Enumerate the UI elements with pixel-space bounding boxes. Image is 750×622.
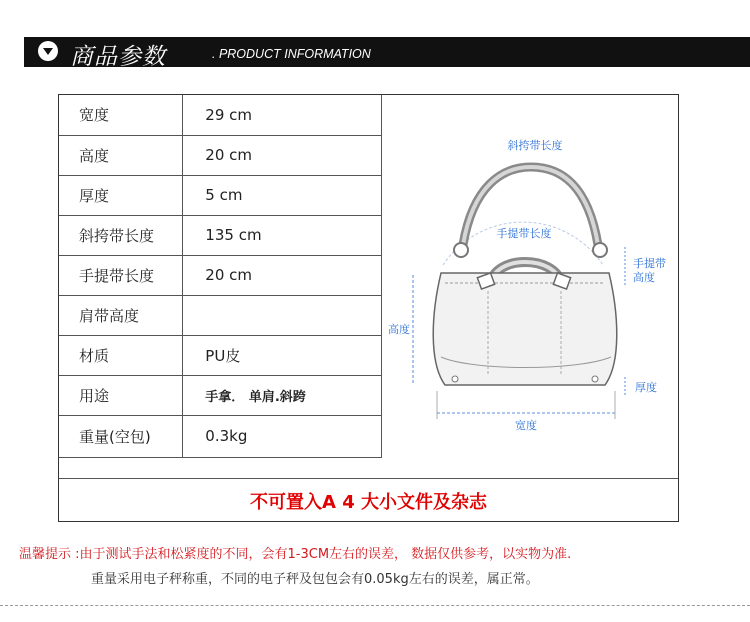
divider bbox=[0, 605, 750, 606]
spec-value: 20 cm bbox=[183, 255, 382, 295]
spec-row bbox=[59, 415, 382, 457]
spec-row bbox=[59, 335, 382, 375]
spec-row bbox=[59, 255, 382, 295]
spec-value: 手拿． 单肩.斜跨 bbox=[183, 375, 382, 415]
spec-row bbox=[59, 375, 382, 415]
spec-value: 0.3kg bbox=[183, 415, 382, 457]
strap-ring-left bbox=[454, 243, 468, 257]
spec-value: 29 cm bbox=[183, 95, 382, 135]
spec-row bbox=[59, 295, 382, 335]
bag-foot-left bbox=[452, 376, 458, 382]
tips-line-1: 温馨提示 :由于测试手法和松紧度的不同，会有1-3CM左右的误差， 数据仅供参考，以实物为准. bbox=[19, 547, 572, 562]
spec-label: 肩带高度 bbox=[59, 295, 183, 335]
label-strap-long: 斜挎带长度 bbox=[507, 139, 563, 152]
spec-label: 宽度 bbox=[59, 95, 183, 135]
spec-row bbox=[59, 135, 382, 175]
label-width: 宽度 bbox=[515, 419, 537, 432]
bag-body bbox=[433, 273, 617, 385]
chevron-down-icon bbox=[38, 41, 58, 61]
spec-label: 手提带长度 bbox=[59, 255, 183, 295]
spec-row bbox=[59, 215, 382, 255]
product-info-panel bbox=[58, 94, 679, 522]
spec-row bbox=[59, 175, 382, 215]
label-handle-height-line1: 手提带 bbox=[633, 257, 666, 270]
label-height: 高度 bbox=[388, 323, 410, 336]
spec-label: 重量(空包) bbox=[59, 415, 183, 457]
label-strap-handle: 手提带长度 bbox=[496, 227, 552, 240]
section-title-cn: 商品参数 bbox=[70, 44, 166, 70]
spec-label: 用途 bbox=[59, 375, 183, 415]
section-title-en: . PRODUCT INFORMATION bbox=[212, 47, 371, 61]
spec-value: 20 cm bbox=[183, 135, 382, 175]
spec-value: 5 cm bbox=[183, 175, 382, 215]
bag-diagram bbox=[383, 95, 678, 478]
notice-banner: 不可置入A 4 大小文件及杂志 bbox=[59, 478, 678, 522]
spec-value: 135 cm bbox=[183, 215, 382, 255]
spec-label: 厚度 bbox=[59, 175, 183, 215]
spec-label: 材质 bbox=[59, 335, 183, 375]
spec-value bbox=[183, 295, 382, 335]
label-thickness: 厚度 bbox=[635, 381, 657, 394]
spec-table bbox=[59, 95, 382, 458]
strap-ring-right bbox=[593, 243, 607, 257]
spec-row bbox=[59, 95, 382, 135]
section-header bbox=[24, 37, 750, 70]
label-handle-height-line2: 高度 bbox=[633, 271, 655, 284]
spec-label: 高度 bbox=[59, 135, 183, 175]
bag-illustration bbox=[383, 95, 678, 478]
tips-line-2: 重量采用电子秤称重，不同的电子秤及包包会有0.05kg左右的误差，属正常。 bbox=[91, 572, 539, 587]
spec-value: PU皮 bbox=[183, 335, 382, 375]
spec-label: 斜挎带长度 bbox=[59, 215, 183, 255]
bag-foot-right bbox=[592, 376, 598, 382]
